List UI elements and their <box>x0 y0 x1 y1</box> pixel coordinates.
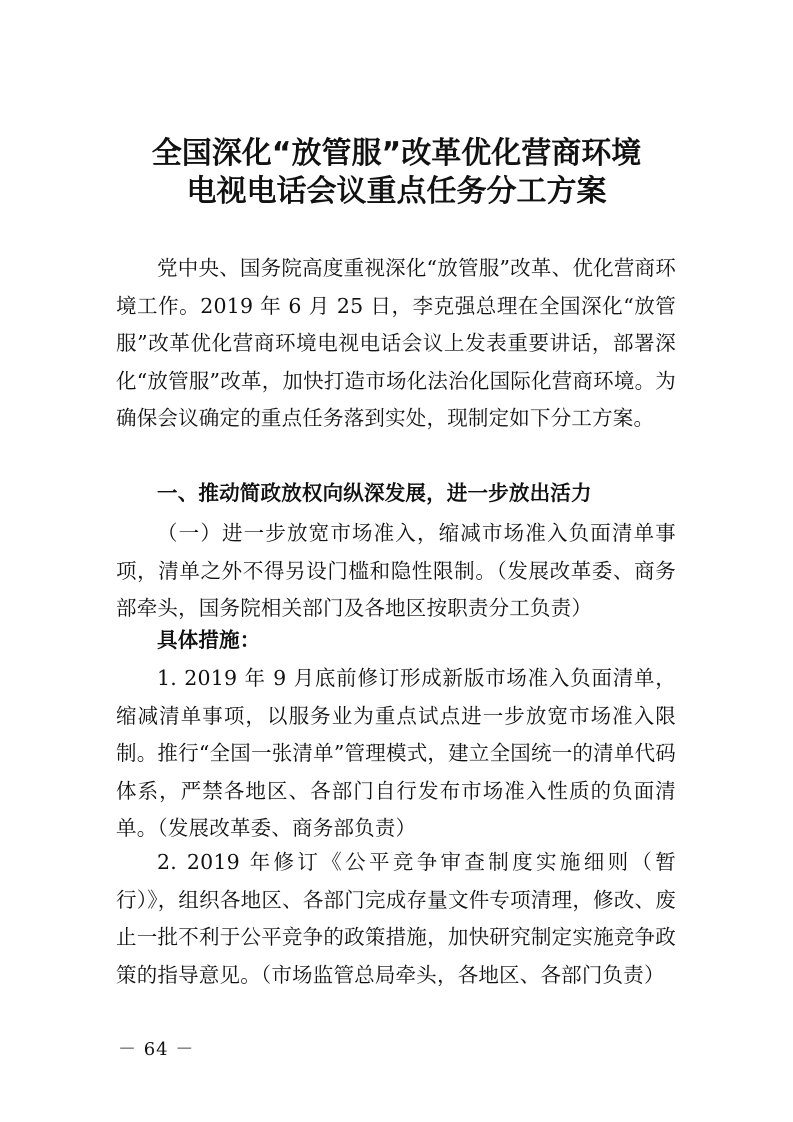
document-title-line-2: 电视电话会议重点任务分工方案 <box>186 174 607 209</box>
section-heading-1: 一、推动简政放权向纵深发展，进一步放出活力 <box>157 481 592 505</box>
measure-paragraph-1: 1. 2019 年 9 月底前修订形成新版市场准入负面清单，缩减清单事项，以服务业为重点试点进一步放宽市场准入限制。推行“全国一张清单”管理模式，建立全国统一的清单代码体系，严禁各地区、各部门自行发布市场准入性质的负面清单。（发展改革委、商务部负责） <box>116 666 676 841</box>
item-paragraph-1: （一）进一步放宽市场准入，缩减市场准入负面清单事项，清单之外不得另设门槛和隐性限制。（发展改革委、商务部牵头，国务院相关部门及各地区按职责分工负责） <box>116 521 676 621</box>
measures-heading: 具体措施： <box>157 628 261 652</box>
document-title-line-1: 全国深化“放管服”改革优化营商环境 <box>151 136 642 171</box>
measure-paragraph-2: 2. 2019 年修订《公平竞争审查制度实施细则（暂行）》，组织各地区、各部门完成存量文件专项清理，修改、废止一批不利于公平竞争的政策措施，加快研究制定实施竞争政策的指导意见。（市场监管总局牵头，各地区、各部门负责） <box>116 850 676 987</box>
intro-paragraph: 党中央、国务院高度重视深化“放管服”改革、优化营商环境工作。2019 年 6 月 25 日，李克强总理在全国深化“放管服”改革优化营商环境电视电话会议上发表重要讲话，部署深化“放管服”改革，加快打造市场化法治化国际化营商环境。为确保会议确定的重点任务落到实处，现制定如下分工方案。 <box>116 256 676 431</box>
page-number: － 64 － <box>118 1039 195 1060</box>
